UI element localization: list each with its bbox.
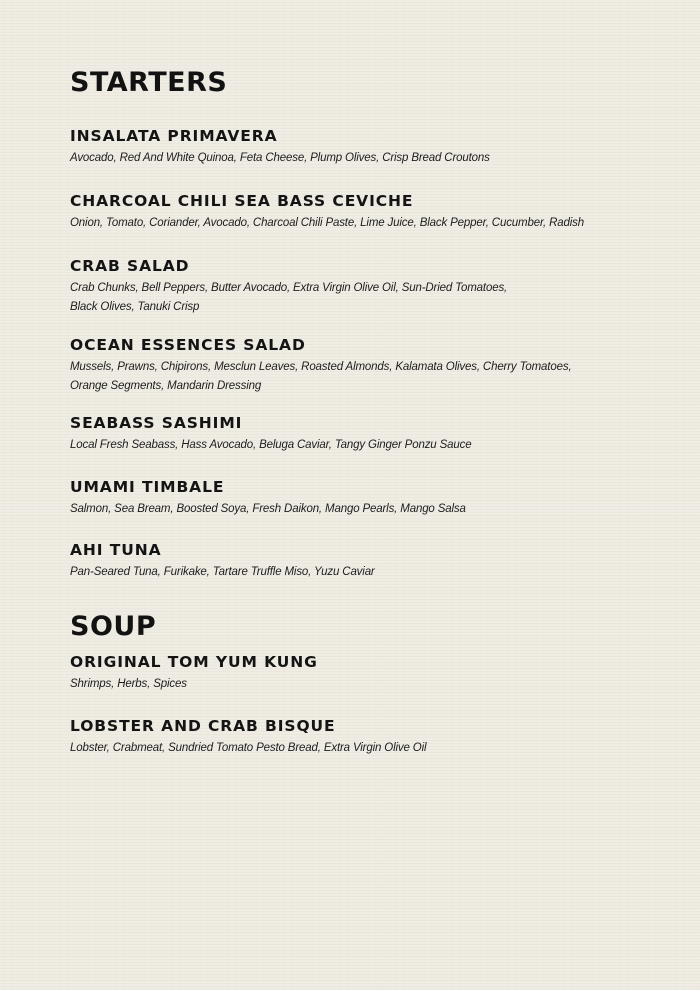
- menu-item-description: Avocado, Red And White Quinoa, Feta Cheese, Plump Olives, Crisp Bread Croutons: [70, 152, 490, 164]
- menu-item-ocean-essences-salad: [70, 335, 630, 396]
- menu-item-ahi-tuna: [70, 540, 630, 582]
- menu-item-charcoal-chili-sea-bass-ceviche: [70, 191, 630, 233]
- menu-item-name: SEABASS SASHIMI: [70, 414, 243, 432]
- menu-item-description: Pan-Seared Tuna, Furikake, Tartare Truffle Miso, Yuzu Caviar: [70, 566, 375, 578]
- menu-item-description-line: Orange Segments, Mandarin Dressing: [70, 380, 262, 392]
- menu-item-lobster-and-crab-bisque: [70, 716, 630, 758]
- menu-item-name: AHI TUNA: [70, 541, 162, 559]
- menu-item-insalata-primavera: [70, 126, 630, 168]
- menu-item-name: UMAMI TIMBALE: [70, 478, 225, 496]
- menu-item-name: CRAB SALAD: [70, 257, 190, 275]
- section-title-starters: STARTERS: [70, 67, 228, 98]
- menu-item-name: CHARCOAL CHILI SEA BASS CEVICHE: [70, 192, 414, 210]
- menu-item-name: LOBSTER AND CRAB BISQUE: [70, 717, 336, 735]
- menu-item-umami-timbale: [70, 477, 630, 519]
- menu-item-description-line: Black Olives, Tanuki Crisp: [70, 301, 200, 313]
- menu-item-description: Lobster, Crabmeat, Sundried Tomato Pesto Bread, Extra Virgin Olive Oil: [70, 742, 427, 754]
- menu-item-description: Salmon, Sea Bream, Boosted Soya, Fresh Daikon, Mango Pearls, Mango Salsa: [70, 503, 466, 515]
- menu-item-original-tom-yum-kung: [70, 652, 630, 694]
- menu-item-description-line: Mussels, Prawns, Chipirons, Mesclun Leaves, Roasted Almonds, Kalamata Olives, Cherry Tomatoes,: [70, 361, 572, 373]
- menu-item-seabass-sashimi: [70, 413, 630, 455]
- section-title-soup: SOUP: [70, 611, 157, 642]
- menu-item-description: Shrimps, Herbs, Spices: [70, 678, 187, 690]
- menu-item-description: [70, 279, 630, 317]
- menu-item-description-line: Crab Chunks, Bell Peppers, Butter Avocado, Extra Virgin Olive Oil, Sun-Dried Tomatoes,: [70, 282, 508, 294]
- menu-item-name: ORIGINAL TOM YUM KUNG: [70, 653, 318, 671]
- menu-item-description: Onion, Tomato, Coriander, Avocado, Charcoal Chili Paste, Lime Juice, Black Pepper, Cucumber, Radish: [70, 217, 584, 229]
- menu-item-description: [70, 358, 630, 396]
- menu-item-name: OCEAN ESSENCES SALAD: [70, 336, 306, 354]
- menu-item-crab-salad: [70, 256, 630, 317]
- menu-item-name: INSALATA PRIMAVERA: [70, 127, 278, 145]
- menu-item-description: Local Fresh Seabass, Hass Avocado, Beluga Caviar, Tangy Ginger Ponzu Sauce: [70, 439, 472, 451]
